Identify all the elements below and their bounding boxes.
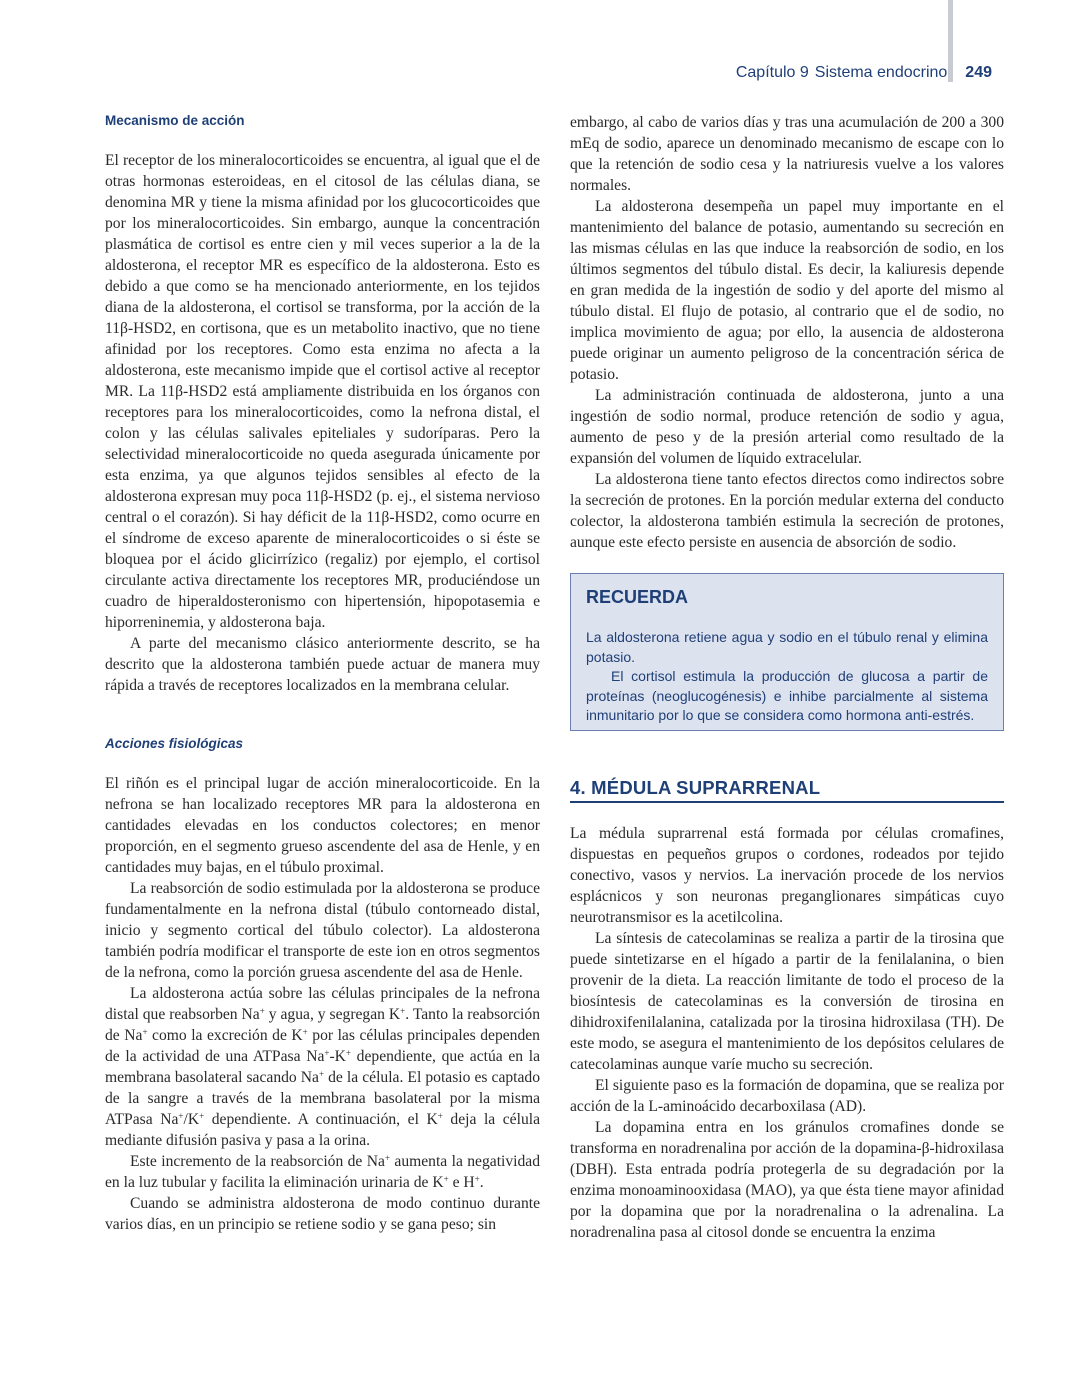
heading-mecanismo: Mecanismo de acción	[105, 113, 245, 128]
right-column	[570, 112, 1004, 1243]
paragraph-granulos: La dopamina entra en los gránulos cromafines donde se transforma en noradrenalina por acción de la dopamina-β-hidroxilasa (DBH). Esta entrada podría protegerla de su degradación por la enzima monoaminooxidasa (MAO), ya que ésta tiene mayor afinidad por la dopamina que por la noradrenalina o la adrenalina. La noradrenalina pasa al citosol donde se encuentra la enzima	[570, 1119, 1004, 1241]
left-column	[105, 112, 540, 1235]
recuerda-point-1: La aldosterona retiene agua y sodio en el túbulo renal y elimina potasio.	[586, 629, 988, 665]
paragraph-rinon: El riñón es el principal lugar de acción mineralocorticoide. En la nefrona se han localizado receptores MR para la aldosterona en cantidades elevadas en los conductos colectores; en menor proporción, en el segmento grueso ascendente del asa de Henle, y en cantidades muy bajas, en el túbulo proximal.	[105, 775, 540, 876]
paragraph-sintesis: La síntesis de catecolaminas se realiza a partir de la tirosina que puede sintetizarse en el hígado a partir de la fenilalanina, o bien provenir de la dieta. La reacción limitante de todo el proceso de la biosíntesis de catecolaminas es la conversión de tirosina en dihidroxifenilalanina, catalizada por la tirosina hidroxilasa (TH). De este modo, se asegura el mantenimiento de los depósitos celulares de catecolaminas aunque varíe mucho su secreción.	[570, 930, 1004, 1073]
paragraph-rapid-action: A parte del mecanismo clásico anteriormente descrito, se ha descrito que la aldosterona también puede actuar de manera muy rápida a través de receptores localizados en la membrana celular.	[105, 635, 540, 694]
chapter-label: Capítulo 9	[735, 64, 809, 81]
paragraph-medula: La médula suprarrenal está formada por células cromafines, dispuestas en pequeños grupos o cordones, rodeados por tejido conectivo, vasos y nervios. La inervación procede de los nervios esplácnicos y son neuronas preganglionares simpáticas cuyo neurotransmisor es la acetilcolina.	[570, 825, 1004, 926]
paragraph-protones: La aldosterona tiene tanto efectos directos como indirectos sobre la secreción de protones. En la porción medular externa del conducto colector, la aldosterona también estimula la secreción de protones, aunque este efecto persiste en ausencia de absorción de sodio.	[570, 471, 1004, 551]
recuerda-box	[570, 573, 1004, 731]
heading-acciones: Acciones fisiológicas	[105, 736, 244, 751]
paragraph-dopamina: El siguiente paso es la formación de dopamina, que se realiza por acción de la L-aminoácido decarboxilasa (AD).	[570, 1077, 1004, 1115]
paragraph-potasio: La aldosterona desempeña un papel muy importante en el mantenimiento del balance de potasio, aumentando su secreción en las mismas células en las que induce la reabsorción de sodio, en los últimos segmentos del túbulo distal. Es decir, la kaliuresis depende en gran medida de la ingestión de sodio y del aporte del mismo al túbulo distal. El flujo de potasio, al contrario que el de sodio, no implica movimiento de agua; por ello, la ausencia de aldosterona puede originar un aumento peligroso de la concentración sérica de potasio.	[570, 198, 1004, 383]
recuerda-title: RECUERDA	[586, 587, 689, 607]
paragraph-negatividad: Este incremento de la reabsorción de Na+ aumenta la negatividad en la luz tubular y facilita la eliminación urinaria de K+ e H+.	[105, 1153, 540, 1191]
page-number: 249	[965, 64, 992, 81]
paragraph-celulas-principales: La aldosterona actúa sobre las células principales de la nefrona distal que reabsorben Na+ y agua, y segregan K+. Tanto la reabsorción de Na+ como la excreción de K+ por las células principales dependen de la actividad de una ATPasa Na+-K+ dependiente, que actúa en la membrana basolateral sacando Na+ de la célula. El potasio es captado de la sangre a través de la membrana basolateral por la misma ATPasa Na+/K+ dependiente. A continuación, el K+ deja la célula mediante difusión pasiva y pasa a la orina.	[105, 985, 541, 1149]
paragraph-receptor: El receptor de los mineralocorticoides se encuentra, al igual que el de otras hormonas esteroideas, en el citosol de las células diana, se denomina MR y tiene la misma afinidad por los glucocorticoides que por los mineralocorticoides. Sin embargo, aunque la concentración plasmática de cortisol es entre cien y mil veces superior a la de la aldosterona, el receptor MR es específico de la aldosterona. Esto es debido a que como se ha mencionado anteriormente, en los tejidos diana de la aldosterona, el cortisol se transforma, por la acción de la 11β-HSD2, en cortisona, que es un metabolito inactivo, que no tiene afinidad por los receptores. Como esta enzima no afecta a la aldosterona, este mecanismo impide que el cortisol active al receptor MR. La 11β-HSD2 está ampliamente distribuida en los órganos con receptores para los mineralocorticoides, como la nefrona distal, el colon y las células salivales epiteliales y sudoríparas. Pero la selectividad mineralocorticoide no queda asegurada únicamente por esta enzima, ya que algunos tejidos sensibles al efecto de la aldosterona expresan muy poca 11β-HSD2 (p. ej., el sistema nervioso central o el corazón). Si hay déficit de la 11β-HSD2, como ocurre en el síndrome de exceso aparente de mineralocorticoides o si éste se bloquea por el ácido glicirrízico (regaliz) por ejemplo, el cortisol circulante activa directamente los receptores MR, produciéndose un cuadro de hiperaldosteronismo con hipertensión, hipopotasemia e hiporreninemia, y aldosterona baja.	[105, 152, 540, 631]
running-header	[736, 64, 992, 86]
paragraph-escape: embargo, al cabo de varios días y tras una acumulación de 200 a 300 mEq de sodio, aparece un denominado mecanismo de escape con lo que la retención de sodio cesa y la natriuresis vuelve a los valores normales.	[570, 114, 1004, 194]
paragraph-reabsorcion: La reabsorción de sodio estimulada por la aldosterona se produce fundamentalmente en la nefrona distal (túbulo contorneado distal, inicio y segmento cortical del túbulo colector). La aldosterona también podría modificar el transporte de este ion en otros segmentos de la nefrona, como la porción gruesa ascendente del asa de Henle.	[105, 880, 540, 981]
section-title: 4. MÉDULA SUPRARRENAL	[570, 777, 1004, 803]
paragraph-administracion-continua: Cuando se administra aldosterona de modo continuo durante varios días, en un principio se retiene sodio y se gana peso; sin	[105, 1195, 540, 1233]
recuerda-point-2: El cortisol estimula la producción de glucosa a partir de proteínas (neoglucogénesis) e inhibe parcialmente al sistema inmunitario por lo que se considera como hormona anti-estrés.	[586, 668, 988, 723]
chapter-title: Sistema endocrino	[814, 64, 948, 81]
paragraph-administracion: La administración continuada de aldosterona, junto a una ingestión de sodio normal, produce retención de sodio y agua, aumento de peso y de la presión arterial como resultado de la expansión del volumen de líquido extracelular.	[570, 387, 1004, 467]
